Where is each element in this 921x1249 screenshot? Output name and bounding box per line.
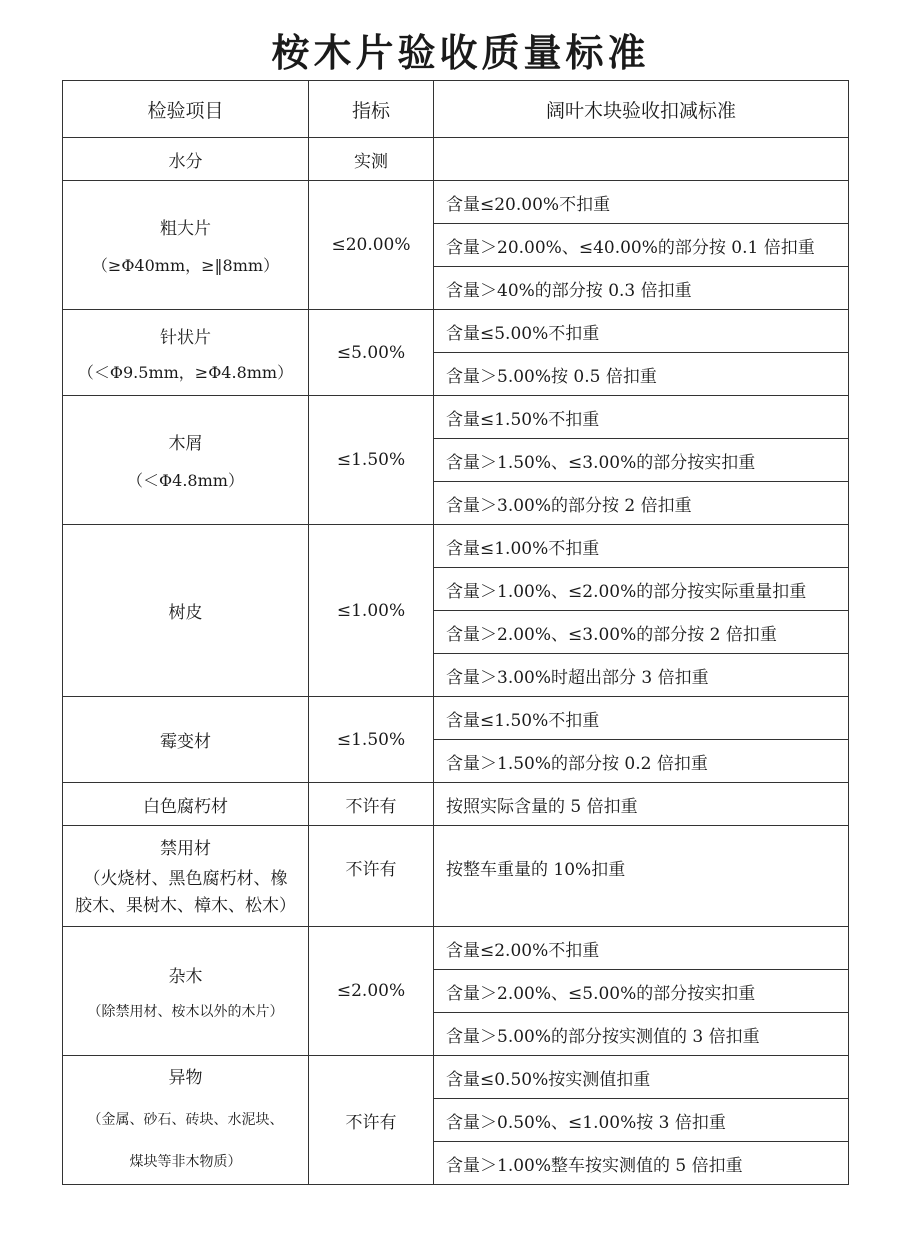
deduction-rule: 含量＞1.50%的部分按 0.2 倍扣重 [434,740,849,783]
item-name: 木屑 [168,434,203,454]
deduction-rule: 含量≤20.00%不扣重 [434,181,849,224]
item-indicator: 不许有 [309,1056,434,1185]
item-spec-line: 煤块等非木物质） [129,1154,242,1170]
table-row [63,783,849,826]
deduction-rule [434,138,849,181]
item-name: 禁用材 [160,839,211,859]
item-spec: （≥Φ40mm，≥‖8mm） [91,256,280,275]
header-indicator: 指标 [309,81,434,138]
item-name: 杂木 [168,966,203,987]
item-indicator: 实测 [309,138,434,181]
table-row [63,826,849,927]
deduction-rule: 含量＞40%的部分按 0.3 倍扣重 [434,267,849,310]
item-cell [63,181,309,310]
item-indicator: ≤20.00% [309,181,434,310]
item-indicator: ≤1.50% [309,697,434,783]
item-name: 霉变材 [63,697,309,783]
item-name: 粗大片 [160,219,211,239]
deduction-rule: 含量＞1.50%、≤3.00%的部分按实扣重 [434,439,849,482]
item-indicator: 不许有 [309,826,434,927]
deduction-rule: 含量＞1.00%整车按实测值的 5 倍扣重 [434,1142,849,1185]
deduction-rule: 含量≤5.00%不扣重 [434,310,849,353]
deduction-rule: 含量＞2.00%、≤3.00%的部分按 2 倍扣重 [434,611,849,654]
page-title: 桉木片验收质量标准 [271,31,650,75]
table-row [63,927,849,970]
deduction-rule: 按照实际含量的 5 倍扣重 [434,783,849,826]
item-indicator: ≤2.00% [309,927,434,1056]
item-cell [63,1056,309,1185]
quality-standard-table [62,80,849,1185]
item-cell [63,826,309,927]
item-indicator: ≤1.00% [309,525,434,697]
deduction-rule: 按整车重量的 10%扣重 [434,826,849,927]
item-name: 异物 [168,1068,203,1088]
table-row [63,181,849,224]
item-cell [63,396,309,525]
table-row [63,1056,849,1099]
item-indicator: ≤1.50% [309,396,434,525]
item-spec: （除禁用材、桉木以外的木片） [87,1003,284,1020]
deduction-rule: 含量≤1.50%不扣重 [434,697,849,740]
table-row [63,525,849,568]
item-spec: （＜Φ9.5mm，≥Φ4.8mm） [77,362,294,382]
item-indicator: 不许有 [309,783,434,826]
deduction-rule: 含量≤1.00%不扣重 [434,525,849,568]
deduction-rule: 含量＞20.00%、≤40.00%的部分按 0.1 倍扣重 [434,224,849,267]
deduction-rule: 含量＞1.00%、≤2.00%的部分按实际重量扣重 [434,568,849,611]
deduction-rule: 含量≤0.50%按实测值扣重 [434,1056,849,1099]
deduction-rule: 含量＞5.00%的部分按实测值的 3 倍扣重 [434,1013,849,1056]
item-indicator: ≤5.00% [309,310,434,396]
item-spec-line: （火烧材、黑色腐朽材、橡 [83,869,288,889]
deduction-rule: 含量＞3.00%的部分按 2 倍扣重 [434,482,849,525]
item-name: 树皮 [63,525,309,697]
table-row [63,310,849,353]
item-spec-line: （金属、砂石、砖块、水泥块、 [87,1112,284,1128]
deduction-rule: 含量＞3.00%时超出部分 3 倍扣重 [434,654,849,697]
item-cell [63,310,309,396]
deduction-rule: 含量＞5.00%按 0.5 倍扣重 [434,353,849,396]
item-name: 针状片 [160,327,211,348]
deduction-rule: 含量＞2.00%、≤5.00%的部分按实扣重 [434,970,849,1013]
item-spec: （＜Φ4.8mm） [127,471,244,490]
deduction-rule: 含量≤2.00%不扣重 [434,927,849,970]
item-cell [63,927,309,1056]
header-item: 检验项目 [63,81,309,138]
item-spec-line: 胶木、果树木、樟木、松木） [75,896,296,916]
header-deduction: 阔叶木块验收扣减标准 [434,81,849,138]
deduction-rule: 含量≤1.50%不扣重 [434,396,849,439]
table-row [63,697,849,740]
table-row [63,396,849,439]
table-row [63,138,849,181]
table-header-row [63,81,849,138]
deduction-rule: 含量＞0.50%、≤1.00%按 3 倍扣重 [434,1099,849,1142]
item-name: 白色腐朽材 [63,783,309,826]
item-name: 水分 [63,138,309,181]
